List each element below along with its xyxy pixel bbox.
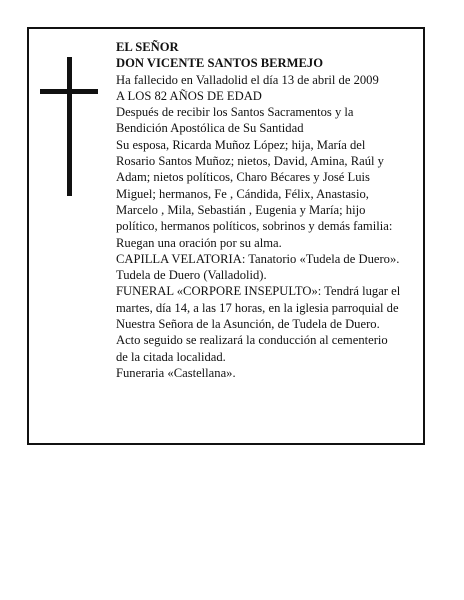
burial-line: Acto seguido se realizará la conducción al cementerio (116, 333, 388, 348)
deceased-name: DON VICENTE SANTOS BERMEJO (116, 56, 324, 71)
family-line: Miguel; hermanos, Fe , Cándida, Félix, Anastasio, (116, 186, 369, 201)
obituary-text (116, 39, 428, 381)
cross-vertical-bar (67, 57, 72, 196)
funeral-line: FUNERAL «CORPORE INSEPULTO»: Tendrá lugar el (116, 284, 401, 299)
title-line: EL SEÑOR (116, 40, 179, 54)
family-line: Su esposa, Ricarda Muñoz López; hija, María del (116, 137, 366, 152)
funeral-line: martes, día 14, a las 17 horas, en la iglesia parroquial de (116, 300, 399, 315)
family-line: Marcelo , Mila, Sebastián , Eugenia y María; hijo (116, 202, 366, 217)
sacraments-line: Bendición Apostólica de Su Santidad (116, 121, 304, 136)
chapel-line: Tudela de Duero (Valladolid). (116, 268, 267, 283)
funeral-line: Nuestra Señora de la Asunción, de Tudela de Duero. (116, 317, 380, 332)
obituary-notice (27, 27, 425, 445)
family-line: Adam; nietos políticos, Charo Bécares y José Luis (116, 170, 370, 185)
family-line: Rosario Santos Muñoz; nietos, David, Amina, Raúl y (116, 154, 384, 169)
sacraments-line: Después de recibir los Santos Sacramentos y la (116, 105, 354, 120)
death-date-line: Ha fallecido en Valladolid el día 13 de abril de 2009 (116, 72, 379, 87)
cross-horizontal-bar (40, 89, 98, 94)
chapel-line: CAPILLA VELATORIA: Tanatorio «Tudela de Duero». (116, 251, 400, 266)
age-line: A LOS 82 AÑOS DE EDAD (116, 88, 262, 103)
prayer-line: Ruegan una oración por su alma. (116, 235, 282, 250)
burial-line: de la citada localidad. (116, 349, 226, 364)
funeral-home-line: Funeraria «Castellana». (116, 365, 236, 380)
family-line: político, hermanos políticos, sobrinos y demás familia: (116, 219, 393, 234)
